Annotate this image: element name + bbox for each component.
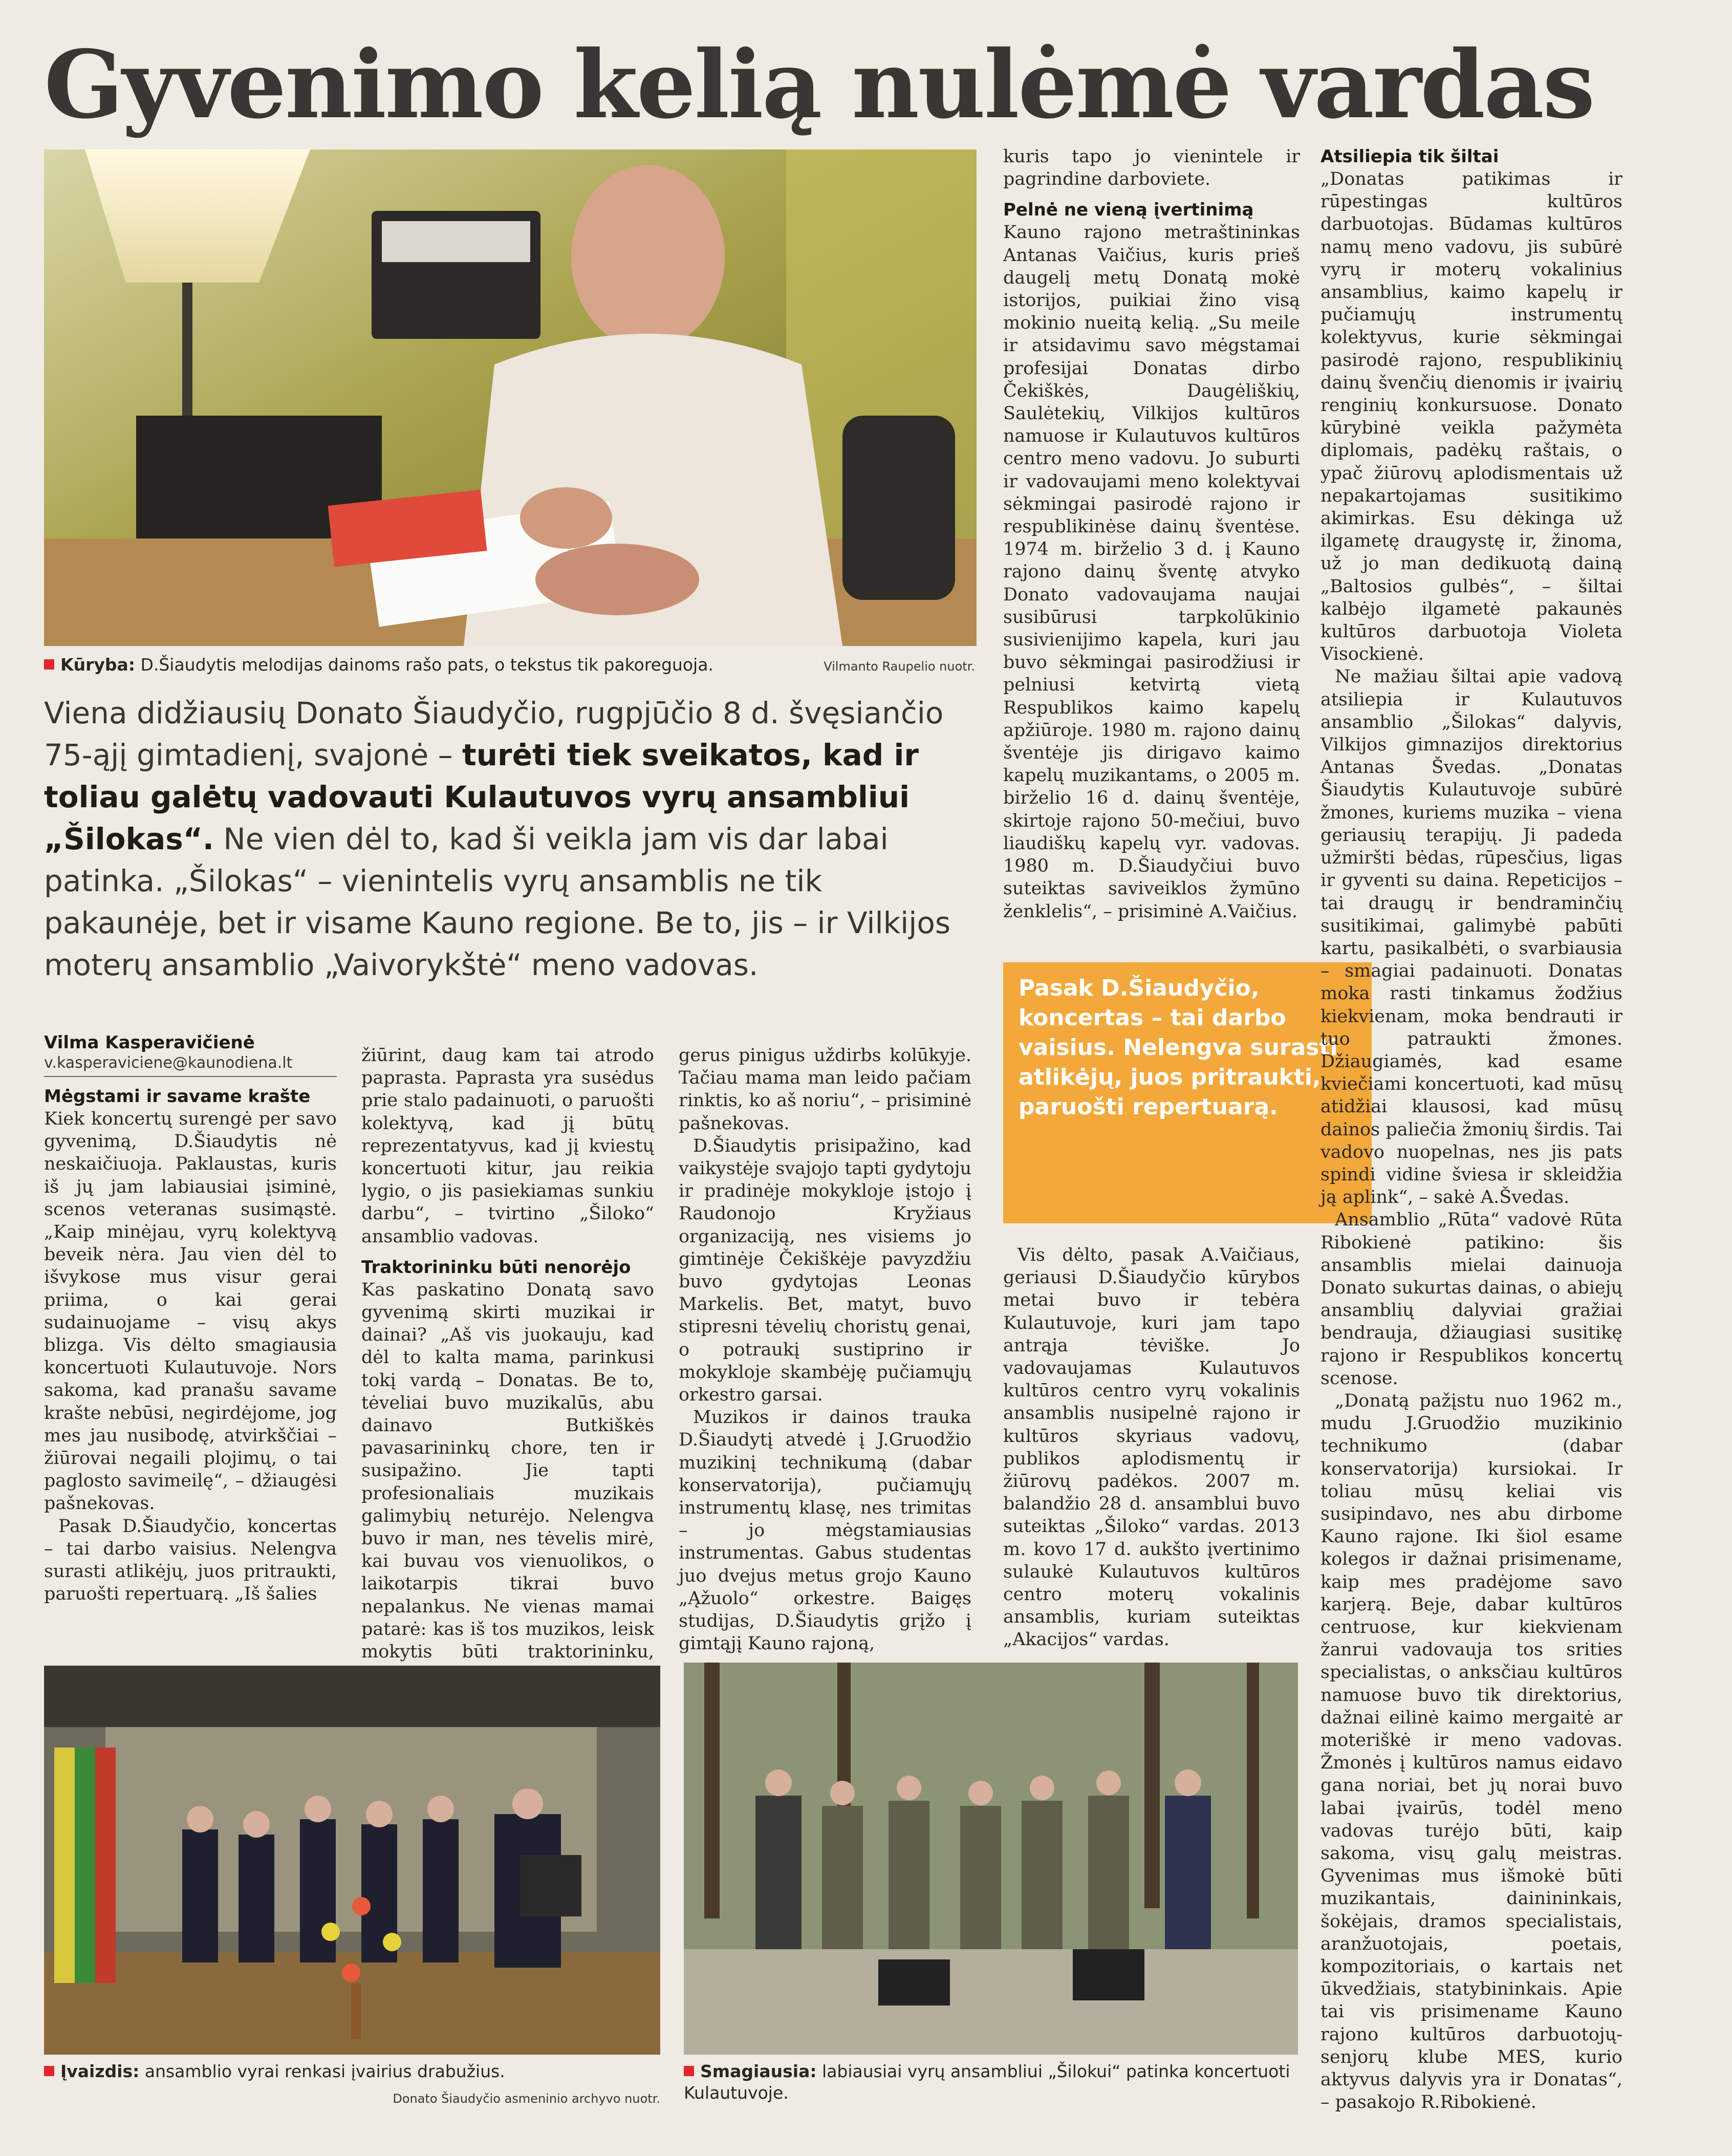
top-photo-caption: Kūryba: D.Šiaudytis melodijas dainoms rašo pats, o tekstus tik pakoreguoja. <box>44 654 781 676</box>
pull-quote: Pasak D.Šiaudyčio, koncertas – tai darbo vaisius. Nelengva surasti atlikėjų, juos pritraukti, paruošti repertuarą. <box>1003 962 1372 1223</box>
top-photo-credit: Vilmanto Raupelio nuotr. <box>824 659 975 674</box>
author-name: Vilma Kasperavičienė <box>44 1032 255 1053</box>
paragraph: žiūrint, daug kam tai atrodo paprasta. Paprasta yra susėdus prie stalo padainuoti, o paruošti kolektyvą, kad jį būtų reprezentatyvus, kad jį kviestų koncertuoti kitur, jau reikia lygio, o jis pasiekiamas sunkiu darbu“, – tvirtino „Šiloko“ ansamblio vadovas. <box>361 1045 654 1247</box>
section-heading: Mėgstami ir savame krašte <box>44 1086 311 1107</box>
article-headline: Gyvenimo kelią nulėmė vardas <box>44 30 1594 139</box>
paragraph: Kas paskatino Donatą savo gyvenimą skirti muzikai ir dainai? „Aš vis juokauju, kad dėl to kalta mama, parinkusi tokį vardą – Donatas. Be to, tėveliai buvo muzikalūs, abu dainavo Butkiškės pavasarininkų chore, ten ir susipažino. Jie tapti profesionaliais muzikais galimybių neturėjo. Nelengva buvo ir man, nes tėvelis mirė, kai buvau vos vienuolikos, o laikotarpis tikrai buvo nepalankus. Ne vienas mamai patarė: kas iš tos muzikos, leisk mokytis būti traktorininku, <box>361 1279 654 1663</box>
article-lead: Viena didžiausių Donato Šiaudyčio, rugpjūčio 8 d. švęsiančio 75-ąjį gimtadienį, svajonė – turėti tiek sveikatos, kad ir toliau galėtų vadovauti Kulautuvos vyrų ansambliui „Šilokas“. Ne vien dėl to, kad ši veikla jam vis dar labai patinka. „Šilokas“ – vienintelis vyrų ansamblis ne tik pakaunėje, bet ir visame Kauno regione. Be to, jis – ir Vilkijos moterų ansamblio „Vaivorykštė“ meno vadovas. <box>44 696 951 982</box>
section-heading: Atsiliepia tik šiltai <box>1320 146 1499 167</box>
paragraph: Kauno rajono metraštininkas Antanas Vaičius, kuris prieš daugelį metų Donatą mokė istorijos, puikiai žino visą mokinio nueitą kelią. „Su meile ir atsidavimu savo mėgstamai profesijai Donatas dirbo Čekiškės, Daugėliškių, Saulėtekių, Vilkijos kultūros namuose ir Kulautuvos kultūros centro meno vadovu. Jo suburti ir vadovaujami meno kolektyvai sėkmingai pasirodė rajono ir respublikinėse dainų šventėse. 1974 m. birželio 3 d. į Kauno rajono dainų šventę atvyko Donato vadovaujama naujai susibūrusi tarpkolūkinio susivienijimo kapela, kuri jau buvo sėkmingai pasirodžiusi ir pelniusi ketvirtą vietą Respublikos kaimo kapelų apžiūroje. 1980 m. rajono dainų šventėje jis dirigavo kaimo kapelų muzikantams, o 2005 m. birželio 16 d. dainų šventėje, skirtoje rajono 50-mečiui, buvo liaudiškų kapelų vyr. vadovas. 1980 m. D.Šiaudyčiui buvo suteiktas saviveiklos žymūno ženklelis“, – prisiminė A.Vaičius. <box>1003 222 1300 922</box>
paragraph: „Donatą pažįstu nuo 1962 m., mudu J.Gruodžio muzikinio technikumo (dabar konservatorija) kursiokai. Ir toliau mūsų keliai vis susipindavo, nes abu dirbome Kauno rajone. Iki šiol esame kolegos ir dažnai prisimename, kaip mes pradėjome savo karjerą. Beje, dabar kultūros centruose, kur kiekvienam žanrui vadovauja tos srities specialistas, o anksčiau kultūros namuose buvo tik direktorius, dažnai eilinė kaimo mergaitė ar moteriškė ir meno vadovas. Žmonės į kultūros namus eidavo gana noriai, bet jų norai buvo labai įvairūs, todėl meno vadovas turėjo būti, kaip sakoma, visų galų meistras. Gyvenimas mus išmokė būti muzikantais, dainininkais, šokėjais, dramos specialistais, aranžuotojais, poetais, kompozitoriais, o kartais net ūkvedžiais, statybininkais. Apie tai vis prisimename Kauno rajono kultūros darbuotojų-senjorų klube MES, kurio aktyvus dalyvis yra ir Donatas“, – pasakojo R.Ribokienė. <box>1320 1390 1622 2113</box>
text-column-1 <box>44 1032 337 1667</box>
paragraph: gerus pinigus uždirbs kolūkyje. Tačiau mama man leido pačiam rinktis, ko aš noriu“, – prisiminė pašnekovas. <box>679 1045 971 1134</box>
bottom-left-photo-caption: Įvaizdis: ansamblio vyrai renkasi įvairius drabužius. <box>44 2061 660 2082</box>
ensemble-outdoor-concert-photo <box>684 1663 1298 2055</box>
text-column-3 <box>679 1044 971 1667</box>
paragraph: D.Šiaudytis prisipažino, kad vaikystėje svajojo tapti gydytoju ir pradinėje mokykloje įstojo į Raudonojo Kryžiaus organizaciją, nes visiems jo gimtinėje Čekiškėje pavyzdžiu buvo gydytojas Leonas Markelis. Bet, matyt, buvo stipresni tėvelių choristų genai, o potraukį sustiprino ir mokykloje skambėję pučiamųjų orkestro garsai. <box>679 1135 971 1406</box>
section-heading: Pelnė ne vieną įvertinimą <box>1003 200 1254 221</box>
bottom-middle-photo-caption: Smagiausia: labiausiai vyrų ansambliui „Šilokui“ patinka koncertuoti Kulautuvoje. <box>684 2061 1290 2103</box>
section-heading: Traktorininku būti nenorėjo <box>361 1257 631 1278</box>
man-with-accordion-photo <box>44 149 977 646</box>
paragraph: Muzikos ir dainos trauka D.Šiaudytį atvedė į J.Gruodžio muzikinį technikumą (dabar konservatorija), pučiamųjų instrumentų klasę, nes trimitas – jo mėgstamiausias instrumentas. Gabus studentas juo dvejus metus grojo Kauno „Ąžuolo“ orkestre. Baigęs studijas, D.Šiaudytis grįžo į gimtąjį Kauno rajoną, <box>679 1407 971 1654</box>
paragraph: kuris tapo jo vienintele ir pagrindine darboviete. <box>1003 146 1300 190</box>
text-column-4-top <box>1003 145 1300 944</box>
text-column-2 <box>361 1044 654 1667</box>
paragraph: Ne mažiau šiltai apie vadovą atsiliepia ir Kulautuvos ansamblio „Šilokas“ dalyvis, Vilkijos gimnazijos direktorius Antanas Švedas. „Donatas Šiaudytis Kulautuvoje subūrė žmones, kuriems muzika – viena geriausių terapijų. Ji padeda užmiršti bėdas, rūpesčius, ligas ir gyventi su daina. Repeticijos – tai draugų ir bendraminčių susitikimai, galimybė pabūti kartu, pasikalbėti, o svarbiausia – smagiai padainuoti. Donatas moka rasti tinkamus žodžius kiekvienam, moka bendrauti ir tuo patraukti žmones. Džiaugiamės, kad esame kviečiami koncertuoti, kad mūsų atidžiai klausosi, kad mūsų dainos paliečia žmonių širdis. Tai vadovo nuopelnas, nes jis pats spindi vidine šviesa ir skleidžia ją aplink“, – sakė A.Švedas. <box>1320 666 1622 1208</box>
paragraph: Vis dėlto, pasak A.Vaičiaus, geriausi D.Šiaudyčio kūrybos metai buvo ir tebėra Kulautuvoje, kuri jam tapo antrąja tėviške. Jo vadovaujamas Kulautuvos kultūros centro vyrų vokalinis ansamblis nusipelnė rajono ir kultūros skyriaus vadovų, publikos aplodismentų ir žiūrovų padėkos. 2007 m. balandžio 28 d. ansamblui buvo suteiktas „Šiloko“ vardas. 2013 m. kovo 17 d. aukšto įvertinimo sulaukė Kulautuvos kultūros centro moterų vokalinis ansamblis, kuriam suteiktas „Akacijos“ vardas. <box>1003 1245 1300 1650</box>
bottom-left-photo-credit: Donato Šiaudyčio asmeninio archyvo nuotr. <box>393 2092 660 2106</box>
text-column-4-bottom <box>1003 1244 1300 1653</box>
ensemble-on-stage-photo <box>44 1666 660 2055</box>
paragraph: Ansamblio „Rūta“ vadovė Rūta Ribokienė patikino: šis ansamblis mielai dainuoja Donato sukurtas dainas, o abiejų ansamblių dalyviai gražiai bendrauja, džiaugiasi susitikę rajono ir Respublikos koncertų scenose. <box>1320 1210 1622 1389</box>
paragraph: „Donatas patikimas ir rūpestingas kultūros darbuotojas. Būdamas kultūros namų meno vadovu, jis subūrė vyrų ir moterų vokalinius ansamblius, kaimo kapelų ir pučiamųjų instrumentų kolektyvus, kurie sėkmingai pasirodė rajono, respublikinių dainų švenčių dienomis ir įvairių renginių konkursuose. Donato kūrybinė veikla pažymėta diplomais, padėkų raštais, o ypač žiūrovų aplodismentais už nepakartojamas susitikimo akimirkas. Esu dėkinga už ilgametę draugystę ir, žinoma, už jo man dedikuotą dainą „Baltosios gulbės“, – šiltai kalbėjo ilgametė pakaunės kultūros darbuotoja Violeta Visockienė. <box>1320 169 1622 665</box>
caption-marker-icon <box>44 659 54 670</box>
caption-marker-icon <box>684 2066 694 2076</box>
author-email: v.kasperaviciene@kaunodiena.lt <box>44 1053 337 1077</box>
caption-marker-icon <box>44 2066 54 2076</box>
text-column-5 <box>1320 145 1622 2131</box>
paragraph: Pasak D.Šiaudyčio, koncertas – tai darbo vaisius. Nelengva surasti atlikėjų, juos pritraukti, paruošti repertuarą. „Iš šalies <box>44 1516 337 1605</box>
paragraph: Kiek koncertų surengė per savo gyvenimą, D.Šiaudytis nė neskaičiuoja. Paklaustas, kuris iš jų jam labiausiai įsiminė, scenos veteranas susimąstė. „Kaip minėjau, vyrų kolektyvą beveik nėra. Jau vien dėl to išvykose mus visur gerai priima, o kai gerai sudainuojame – visų akys blizga. Vis dėlto smagiausia koncertuoti Kulautuvoje. Nors sakoma, kad pranašu savame krašte nebūsi, negirdėjome, jog mes jau nusibodę, atvirkščiai – žiūrovai negaili plojimų, o tai paglosto savimeilę“, – džiaugėsi pašnekovas. <box>44 1109 337 1514</box>
